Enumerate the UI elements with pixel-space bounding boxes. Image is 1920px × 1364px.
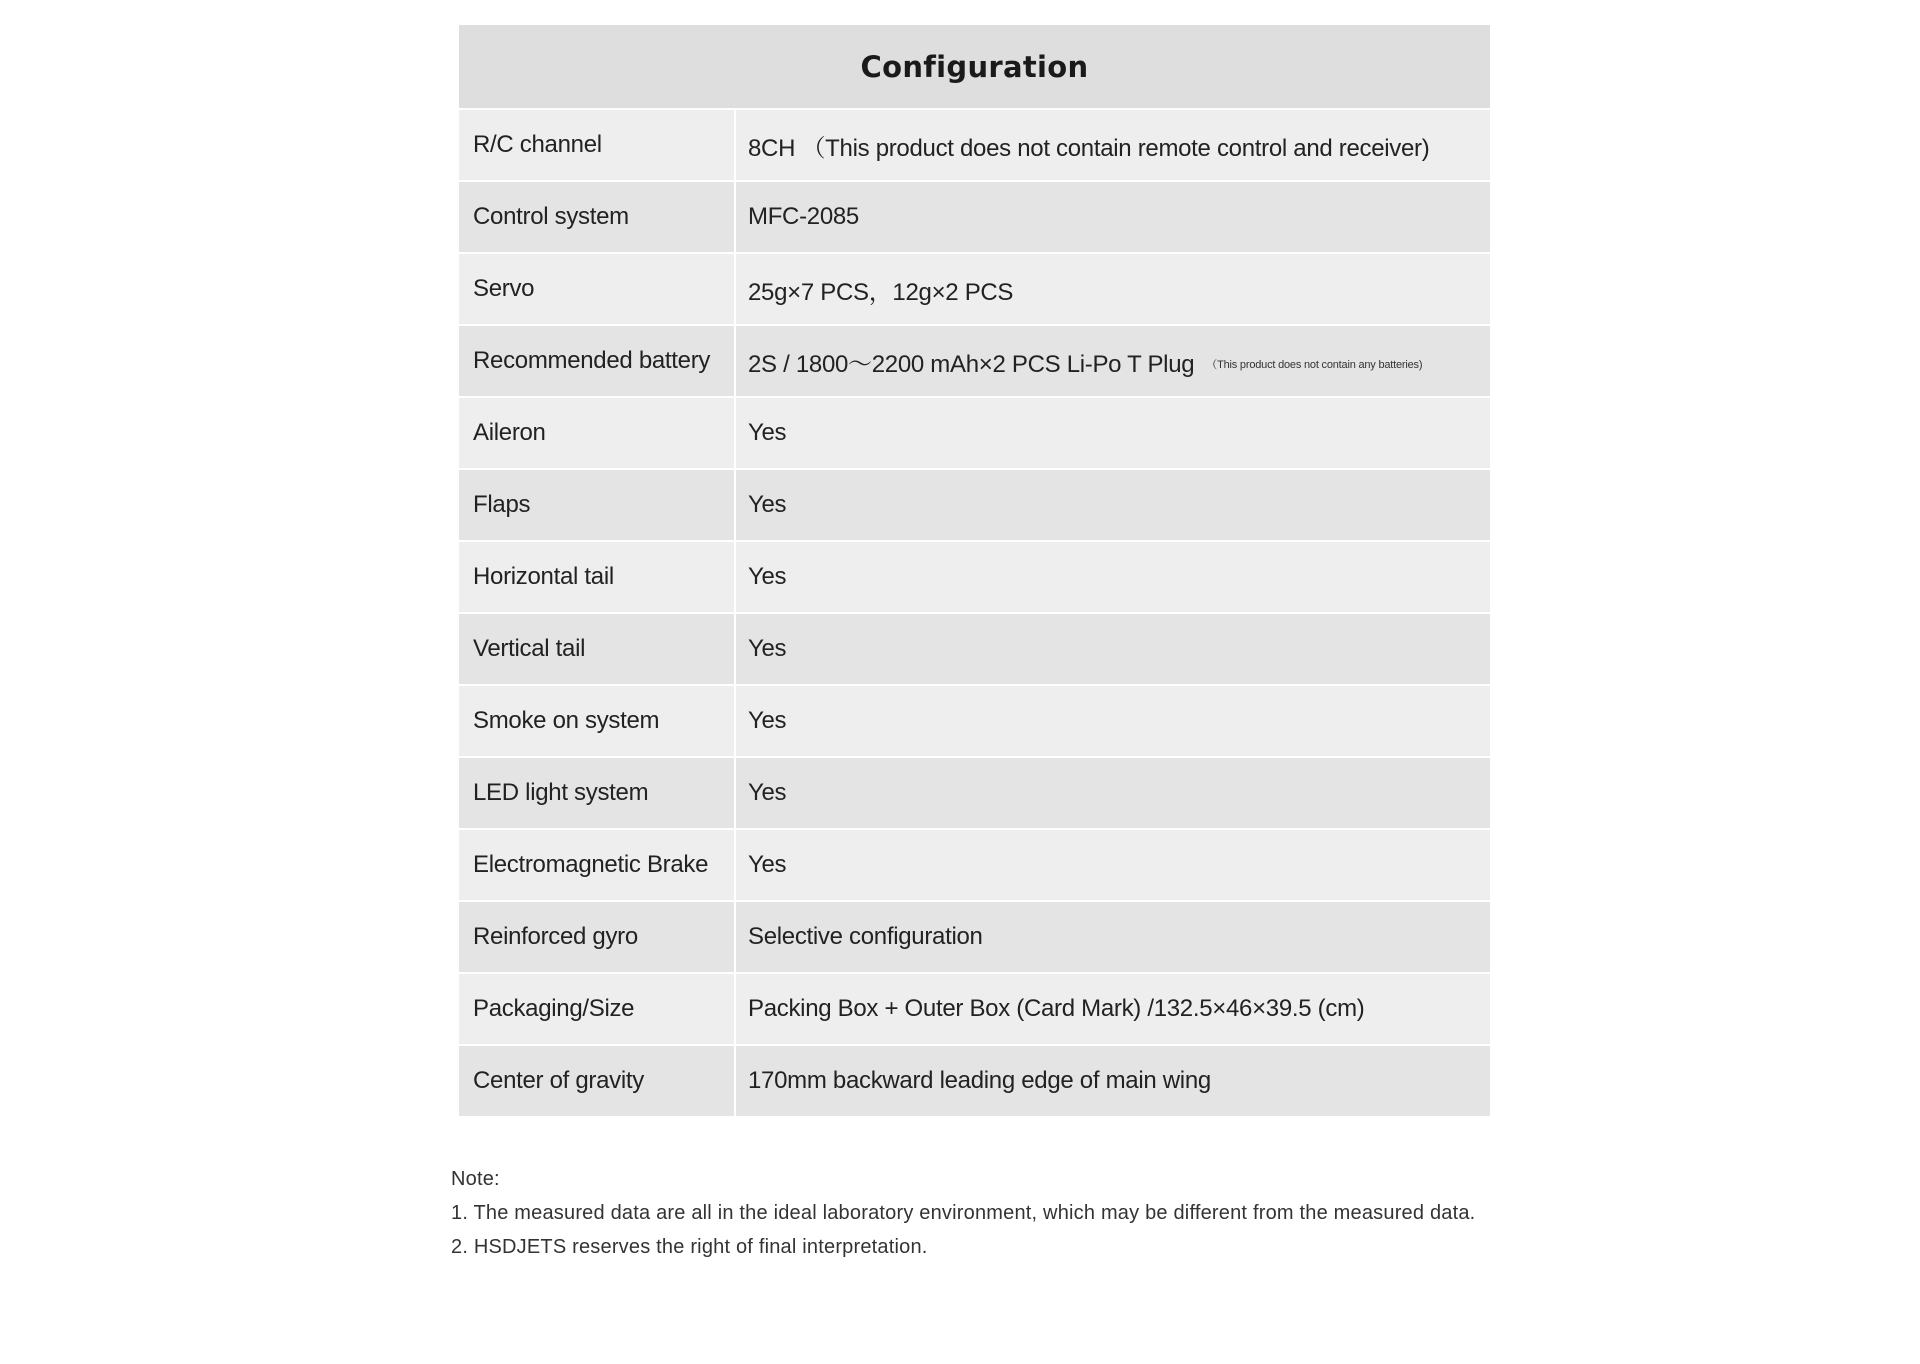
table-row [459, 612, 1490, 684]
note-item-1: 1. The measured data are all in the ideal laboratory environment, which may be different from the measured data. [451, 1202, 1476, 1224]
row-value [736, 110, 1490, 180]
row-value-text: Yes [748, 851, 787, 878]
table-row [459, 180, 1490, 252]
table-row [459, 972, 1490, 1044]
row-value-text: Yes [748, 491, 787, 518]
row-label: Recommended battery [459, 326, 736, 396]
row-value-text: 8CH （This product does not contain remote control and receiver) [748, 134, 1430, 162]
row-value-text: 25g×7 PCS，12g×2 PCS [748, 278, 1014, 306]
table-row [459, 252, 1490, 324]
row-value [736, 182, 1490, 252]
table-body [459, 108, 1490, 1116]
row-value [736, 830, 1490, 900]
row-value-text: Yes [748, 563, 787, 590]
table-title: Configuration [459, 25, 1490, 108]
row-value-text: 2S / 1800～2200 mAh×2 PCS Li-Po T Plug [748, 350, 1195, 378]
row-value [736, 254, 1490, 324]
row-value-text: MFC-2085 [748, 203, 859, 230]
row-label: Electromagnetic Brake [459, 830, 736, 900]
row-label: Vertical tail [459, 614, 736, 684]
table-row [459, 540, 1490, 612]
row-value [736, 974, 1490, 1044]
table-row [459, 468, 1490, 540]
row-label: Packaging/Size [459, 974, 736, 1044]
row-value [736, 542, 1490, 612]
notes-section [451, 1162, 1475, 1264]
row-value-text: Packing Box + Outer Box (Card Mark) /132.5×46×39.5 (cm) [748, 995, 1365, 1022]
row-label: Reinforced gyro [459, 902, 736, 972]
configuration-table [459, 25, 1490, 1116]
notes-heading: Note: [451, 1168, 500, 1190]
row-value [736, 398, 1490, 468]
table-row [459, 684, 1490, 756]
row-label: Center of gravity [459, 1046, 736, 1116]
table-row [459, 396, 1490, 468]
table-row [459, 756, 1490, 828]
row-value [736, 902, 1490, 972]
table-row [459, 1044, 1490, 1116]
table-row [459, 324, 1490, 396]
row-value [736, 1046, 1490, 1116]
row-label: R/C channel [459, 110, 736, 180]
row-label: Flaps [459, 470, 736, 540]
row-label: LED light system [459, 758, 736, 828]
row-value-text: 170mm backward leading edge of main wing [748, 1067, 1211, 1094]
row-label: Smoke on system [459, 686, 736, 756]
row-value-text: Selective configuration [748, 923, 983, 950]
row-value-text: Yes [748, 419, 787, 446]
table-row [459, 828, 1490, 900]
row-label: Horizontal tail [459, 542, 736, 612]
row-value-text: Yes [748, 707, 787, 734]
row-value [736, 470, 1490, 540]
row-label: Control system [459, 182, 736, 252]
row-value [736, 686, 1490, 756]
table-row [459, 900, 1490, 972]
row-value [736, 758, 1490, 828]
row-value-text: Yes [748, 635, 787, 662]
table-row [459, 108, 1490, 180]
row-value-text: Yes [748, 779, 787, 806]
row-value [736, 326, 1490, 396]
note-item-2: 2. HSDJETS reserves the right of final interpretation. [451, 1236, 928, 1258]
row-value-note: （This product does not contain any batteries) [1206, 359, 1423, 371]
row-value [736, 614, 1490, 684]
row-label: Servo [459, 254, 736, 324]
row-label: Aileron [459, 398, 736, 468]
